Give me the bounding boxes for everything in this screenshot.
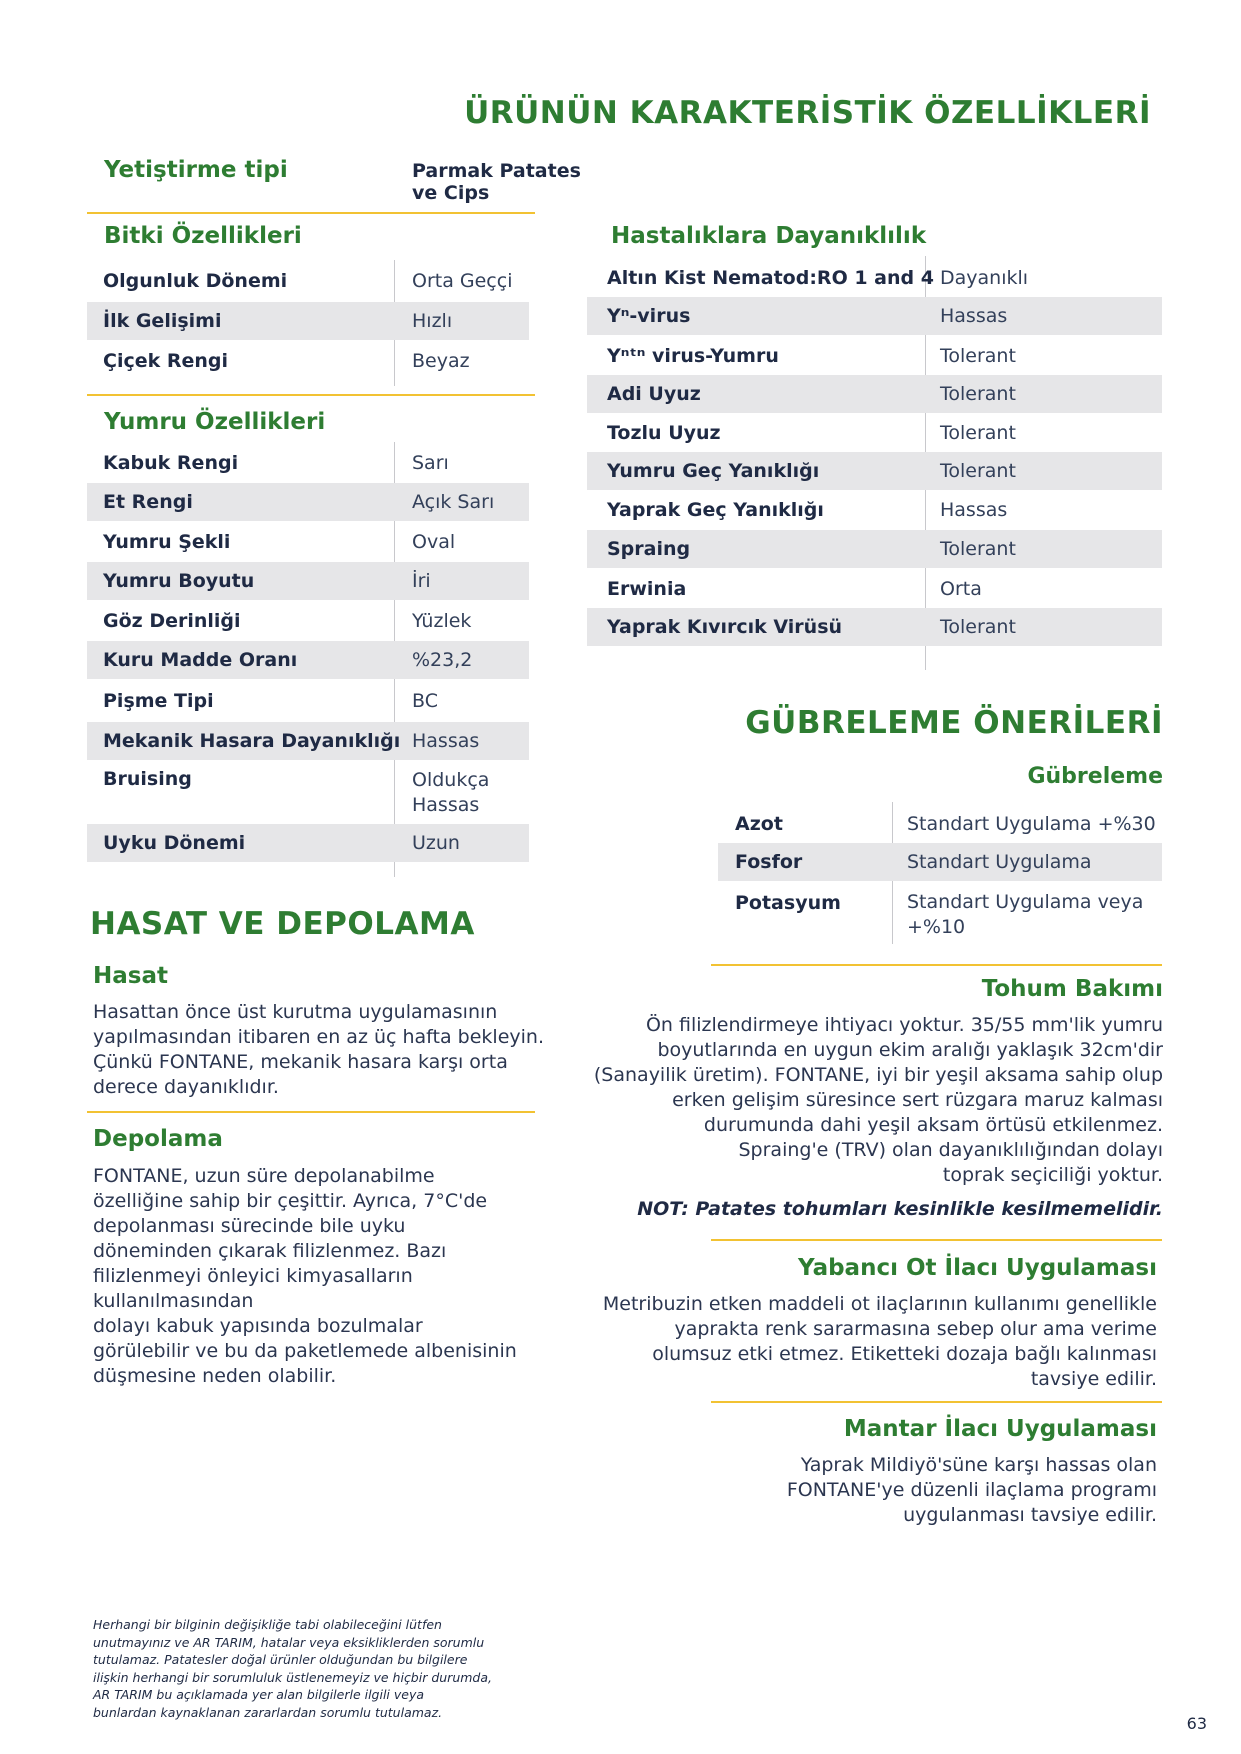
table-row xyxy=(87,483,529,521)
harvest-text xyxy=(93,1000,553,1100)
harvest-heading: Hasat xyxy=(93,963,168,989)
table-row xyxy=(87,722,529,760)
text-line: Herhangi bir bilginin değişikliğe tabi olabileceğini lütfen xyxy=(93,1617,442,1632)
fertilization-heading: Gübreleme xyxy=(1027,764,1163,789)
row-value: Standart Uygulama xyxy=(907,851,1092,873)
row-key: Pişme Tipi xyxy=(103,690,214,712)
row-key: Azot xyxy=(735,813,783,835)
row-key: İlk Gelişimi xyxy=(103,310,222,332)
text-line: AR TARIM bu açıklamada yer alan bilgilerle ilgili veya xyxy=(93,1687,425,1702)
fungicide-heading: Mantar İlacı Uygulaması xyxy=(843,1416,1157,1442)
row-value: Hassas xyxy=(412,730,480,752)
table-row xyxy=(87,760,529,822)
row-key: Göz Derinliği xyxy=(103,610,241,632)
divider xyxy=(87,212,535,214)
table-row xyxy=(87,602,529,640)
herbicide-heading: Yabancı Ot İlacı Uygulaması xyxy=(798,1255,1157,1281)
table-row xyxy=(87,641,529,679)
text-line: dolayı kabuk yapısında bozulmalar xyxy=(93,1315,423,1337)
text-line: derece dayanıklıdır. xyxy=(93,1076,279,1098)
row-value-line: Oldukça xyxy=(412,769,490,791)
table-row xyxy=(718,884,1162,942)
row-key: Potasyum xyxy=(735,892,841,914)
row-key: Kabuk Rengi xyxy=(103,452,239,474)
row-key: Spraing xyxy=(607,538,691,560)
disease-heading: Hastalıklara Dayanıklılık xyxy=(611,223,927,249)
row-value: BC xyxy=(412,690,438,712)
disclaimer xyxy=(93,1616,553,1721)
text-line: yapılmasından itibaren en az üç hafta bekleyin. xyxy=(93,1026,544,1048)
divider xyxy=(87,1111,535,1113)
row-value-line: +%10 xyxy=(907,916,966,938)
table-row xyxy=(87,302,529,340)
row-value: Standart Uygulama +%30 xyxy=(907,813,1156,835)
row-value: Uzun xyxy=(412,832,460,854)
text-line: olumsuz etki etmez. Etiketteki dozaja bağlı kalınması xyxy=(652,1343,1157,1365)
text-line: Çünkü FONTANE, mekanik hasara karşı orta xyxy=(93,1051,508,1073)
seed-heading: Tohum Bakımı xyxy=(981,976,1163,1002)
herbicide-text xyxy=(597,1292,1157,1392)
storage-heading: Depolama xyxy=(93,1126,223,1152)
cultivation-value-line: ve Cips xyxy=(412,182,490,204)
row-value: Hızlı xyxy=(412,310,453,332)
text-line: yaprakta renk sararmasına sebep olur ama verime xyxy=(674,1318,1157,1340)
row-key: Olgunluk Dönemi xyxy=(103,270,288,292)
table-row xyxy=(718,843,1162,881)
fungicide-text xyxy=(677,1453,1157,1528)
row-key: Fosfor xyxy=(735,851,803,873)
row-value: Oval xyxy=(412,531,456,553)
row-value-line: Hassas xyxy=(412,794,480,816)
table-row xyxy=(587,452,1162,490)
text-line: Spraing'e (TRV) olan dayanıklılığından dolayı xyxy=(738,1139,1163,1161)
row-key: Altın Kist Nematod:RO 1 and 4 xyxy=(607,267,934,289)
table-row xyxy=(87,444,529,482)
cultivation-value xyxy=(412,160,581,204)
table-row xyxy=(87,562,529,600)
table-row xyxy=(587,491,1162,529)
table-row xyxy=(87,523,529,561)
row-value: Tolerant xyxy=(940,422,1016,444)
row-value: Tolerant xyxy=(940,538,1016,560)
row-key: Et Rengi xyxy=(103,491,193,513)
row-key: Yumru Boyutu xyxy=(103,570,255,592)
table-row xyxy=(87,342,529,380)
table-row xyxy=(87,262,529,300)
divider xyxy=(711,964,1162,966)
table-row xyxy=(587,259,1162,297)
table-row xyxy=(87,824,529,862)
row-value: Dayanıklı xyxy=(940,267,1029,289)
divider xyxy=(87,394,535,396)
row-value: Tolerant xyxy=(940,616,1016,638)
text-line: uygulanması tavsiye edilir. xyxy=(903,1504,1157,1526)
row-key: Yaprak Geç Yanıklığı xyxy=(607,499,824,521)
text-line: FONTANE'ye düzenli ilaçlama programı xyxy=(786,1479,1157,1501)
row-key: Yaprak Kıvırcık Virüsü xyxy=(607,616,843,638)
text-line: Hasattan önce üst kurutma uygulamasının xyxy=(93,1001,498,1023)
row-value: Sarı xyxy=(412,452,449,474)
plant-heading: Bitki Özellikleri xyxy=(104,223,302,249)
text-line: Metribuzin etken maddeli ot ilaçlarının kullanımı genellikle xyxy=(602,1293,1157,1315)
row-value xyxy=(412,768,489,818)
row-key: Kuru Madde Oranı xyxy=(103,649,298,671)
row-value xyxy=(907,890,1143,940)
seed-text xyxy=(573,1013,1163,1188)
row-value: Açık Sarı xyxy=(412,491,495,513)
row-value: Hassas xyxy=(940,305,1008,327)
text-line: unutmayınız ve AR TARIM, hatalar veya eksikliklerden sorumlu xyxy=(93,1634,485,1650)
row-key: Tozlu Uyuz xyxy=(607,422,721,444)
text-line: tutulamaz. Patatesler doğal ürünler olduğundan bu bilgilere xyxy=(93,1652,468,1667)
table-row xyxy=(587,337,1162,375)
row-key: Mekanik Hasara Dayanıklığı xyxy=(103,730,401,752)
row-value: Tolerant xyxy=(940,345,1016,367)
divider xyxy=(711,1239,1162,1241)
table-row xyxy=(587,375,1162,413)
table-row xyxy=(718,805,1162,843)
seed-note: NOT: Patates tohumları kesinlikle kesilmemelidir. xyxy=(637,1198,1163,1220)
row-key: Bruising xyxy=(103,768,192,790)
fertilization-title: GÜBRELEME ÖNERİLERİ xyxy=(745,705,1163,741)
text-line: (Sanayilik üretim). FONTANE, iyi bir yeşil aksama sahip olup xyxy=(593,1064,1163,1086)
cultivation-value-line: Parmak Patates xyxy=(412,160,581,182)
page-number: 63 xyxy=(1186,1714,1207,1733)
text-line: depolanması sürecinde bile uyku xyxy=(93,1215,406,1237)
table-row xyxy=(587,414,1162,452)
row-value: İri xyxy=(412,570,431,592)
text-line: toprak seçiciliği yoktur. xyxy=(942,1164,1163,1186)
text-line: FONTANE, uzun süre depolanabilme xyxy=(93,1165,435,1187)
text-line: durumunda dahi yeşil aksam örtüsü etkilenmez. xyxy=(703,1114,1163,1136)
row-key: Uyku Dönemi xyxy=(103,832,246,854)
row-value-line: Standart Uygulama veya xyxy=(907,891,1144,913)
page-title: ÜRÜNÜN KARAKTERİSTİK ÖZELLİKLERİ xyxy=(464,95,1151,131)
row-value: Beyaz xyxy=(412,350,470,372)
text-line: Yaprak Mildiyö'süne karşı hassas olan xyxy=(800,1454,1157,1476)
row-value: Tolerant xyxy=(940,383,1016,405)
text-line: döneminden çıkarak filizlenmez. Bazı xyxy=(93,1240,447,1262)
text-line: filizlenmeyi önleyici kimyasalların kullanılmasından xyxy=(93,1265,413,1312)
divider xyxy=(711,1401,1162,1403)
table-row xyxy=(587,608,1162,646)
text-line: erken gelişim süresince sert rüzgara maruz kalması xyxy=(672,1089,1163,1111)
table-row xyxy=(587,297,1162,335)
row-value: Orta xyxy=(940,578,982,600)
row-value: Tolerant xyxy=(940,460,1016,482)
row-key: Çiçek Rengi xyxy=(103,350,229,372)
row-value: Hassas xyxy=(940,499,1008,521)
table-row xyxy=(87,682,529,720)
cultivation-label: Yetiştirme tipi xyxy=(104,157,288,183)
row-key: Adi Uyuz xyxy=(607,383,701,405)
harvest-storage-title: HASAT VE DEPOLAMA xyxy=(90,906,475,942)
row-value: Yüzlek xyxy=(412,610,472,632)
text-line: boyutlarında en uygun ekim aralığı yaklaşık 32cm'dir xyxy=(657,1039,1163,1061)
table-row xyxy=(587,530,1162,568)
text-line: görülebilir ve bu da paketlemede albenisinin xyxy=(93,1340,517,1362)
row-value: Orta Geççi xyxy=(412,270,513,292)
row-key: Yumru Şekli xyxy=(103,531,231,553)
row-key: Yⁿ-virus xyxy=(607,305,691,327)
text-line: özelliğine sahip bir çeşittir. Ayrıca, 7°C'de xyxy=(93,1190,488,1212)
row-key: Yⁿᵗⁿ virus-Yumru xyxy=(607,345,779,367)
row-key: Yumru Geç Yanıklığı xyxy=(607,460,820,482)
text-line: düşmesine neden olabilir. xyxy=(93,1365,337,1387)
tuber-heading: Yumru Özellikleri xyxy=(104,409,326,435)
text-line: Ön filizlendirmeye ihtiyacı yoktur. 35/55 mm'lik yumru xyxy=(645,1014,1163,1036)
row-value: %23,2 xyxy=(412,649,473,671)
row-key: Erwinia xyxy=(607,578,687,600)
table-row xyxy=(587,570,1162,608)
text-line: ilişkin herhangi bir sorumluluk üstlenemeyiz ve hiçbir durumda, xyxy=(93,1669,492,1685)
storage-text xyxy=(93,1164,553,1389)
text-line: tavsiye edilir. xyxy=(1030,1368,1157,1390)
text-line: bunlardan kaynaklanan zararlardan sorumlu tutulamaz. xyxy=(93,1704,443,1720)
